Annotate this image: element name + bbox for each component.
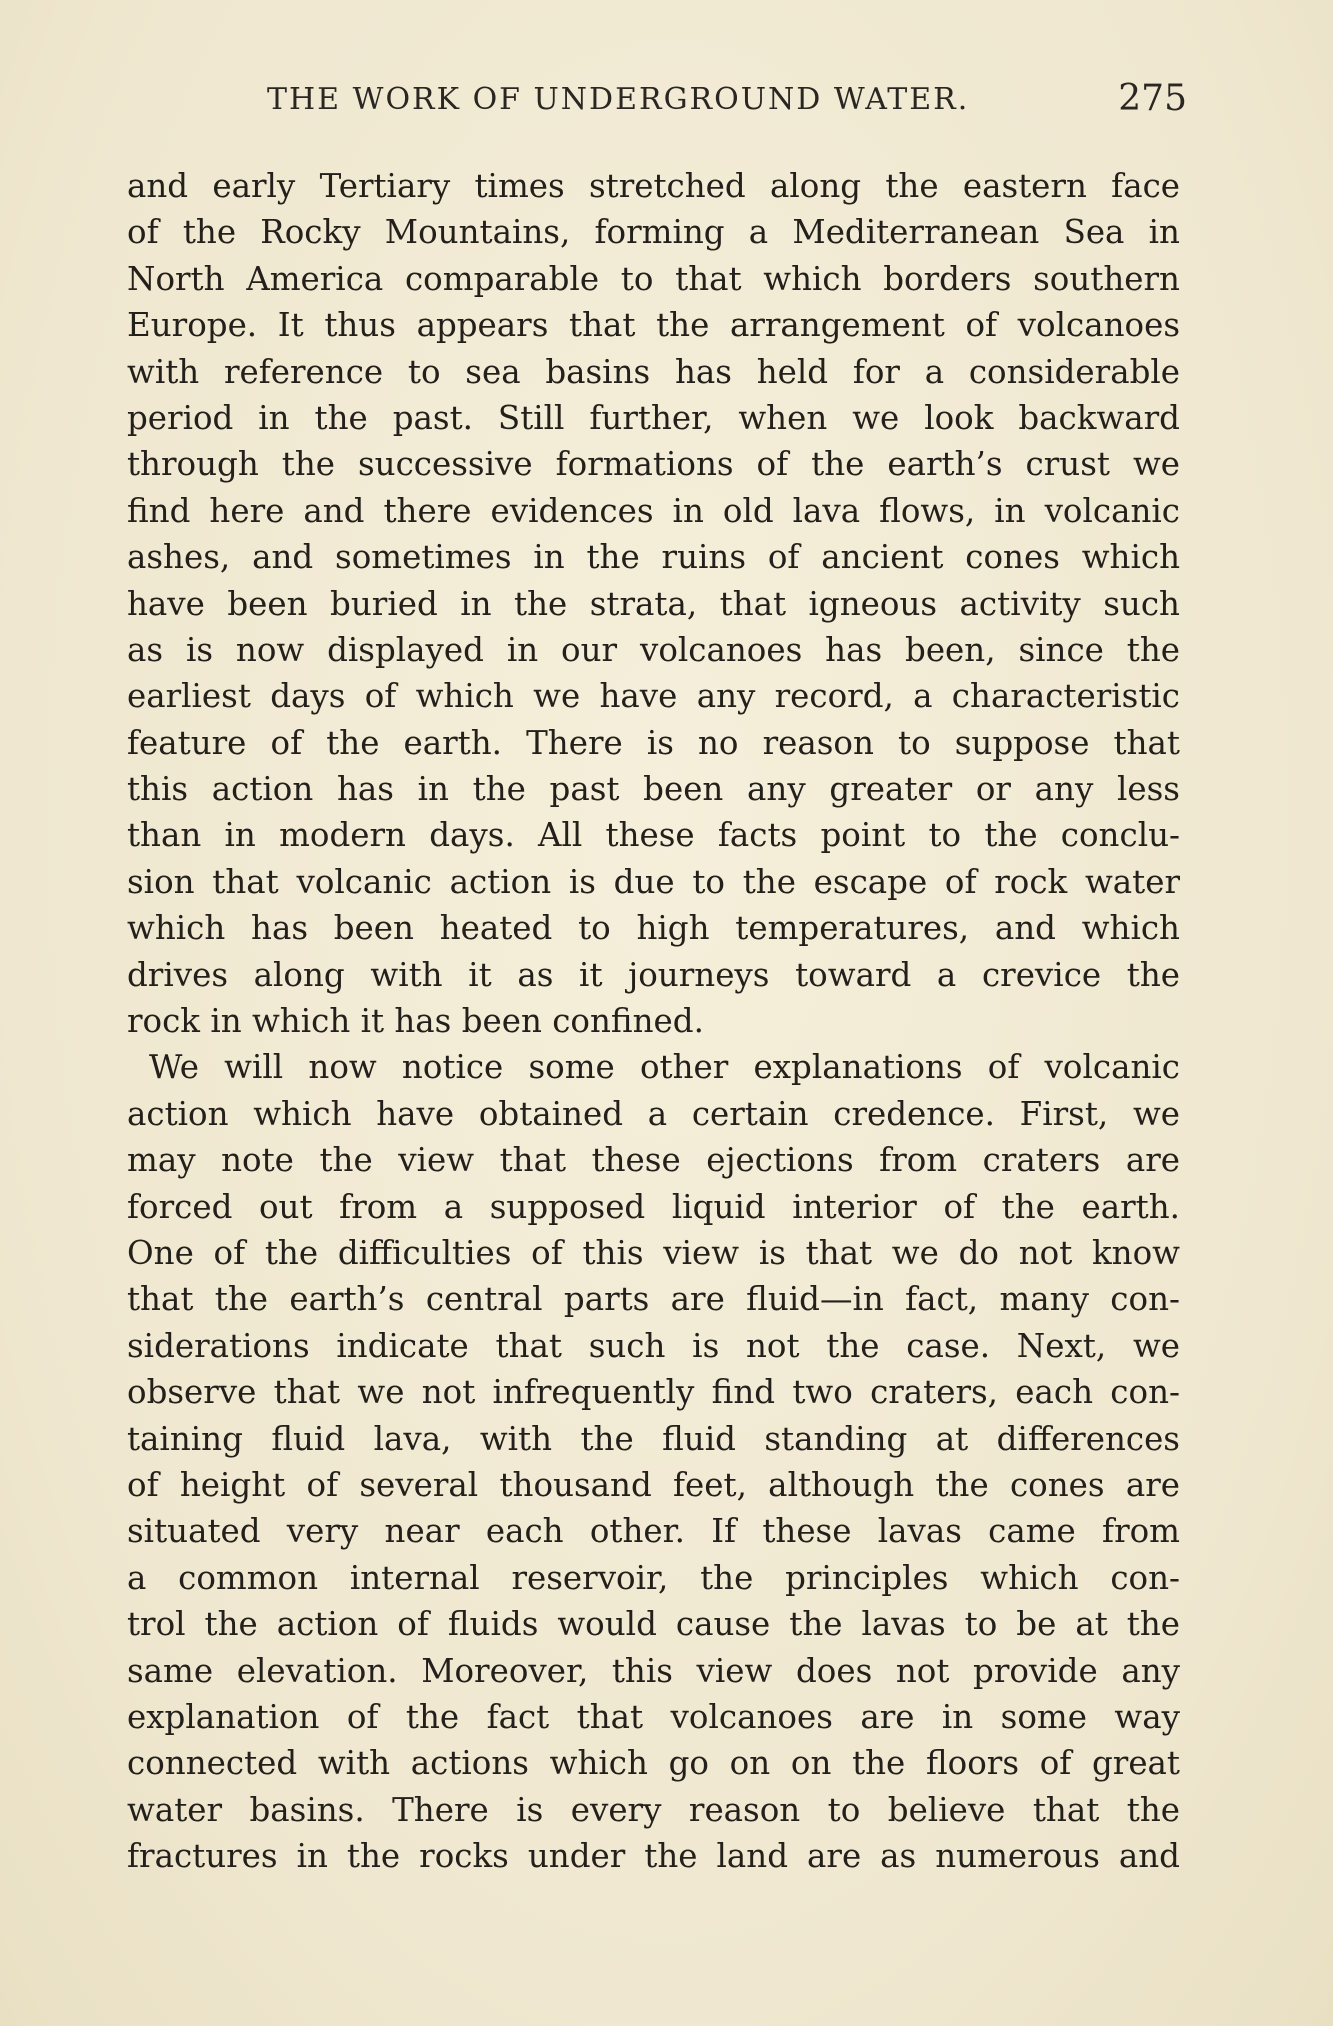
text-line: of the Rocky Mountains, forming a Mediterranean Sea in <box>127 213 1180 252</box>
text-line: this action has in the past been any greater or any less <box>127 770 1180 809</box>
text-line: forced out from a supposed liquid interior of the earth. <box>127 1187 1180 1226</box>
text-line: sion that volcanic action is due to the escape of rock water <box>127 862 1180 901</box>
paragraph-end-line: rock in which it has been confined. <box>127 1002 704 1041</box>
text-line: Europe. It thus appears that the arrangement of volcanoes <box>127 306 1180 345</box>
text-line: connected with actions which go on on the floors of great <box>127 1744 1180 1783</box>
text-line: which has been heated to high temperatures, and which <box>127 909 1180 948</box>
text-line: that the earth’s central parts are fluid—in fact, many con- <box>127 1280 1180 1319</box>
text-line: as is now displayed in our volcanoes has been, since the <box>127 630 1180 669</box>
text-line: explanation of the fact that volcanoes are in some way <box>127 1697 1180 1736</box>
text-line: One of the difficulties of this view is that we do not know <box>127 1233 1180 1272</box>
text-line: same elevation. Moreover, this view does not provide any <box>127 1651 1180 1690</box>
text-line: may note the view that these ejections from craters are <box>127 1141 1180 1180</box>
paragraph-start-line: We will now notice some other explanations of volcanic <box>149 1048 1180 1087</box>
text-line: siderations indicate that such is not the case. Next, we <box>127 1326 1180 1365</box>
text-line: through the successive formations of the earth’s crust we <box>127 445 1180 484</box>
text-line: with reference to sea basins has held for a considerable <box>127 352 1180 391</box>
text-line: and early Tertiary times stretched along the eastern face <box>127 167 1180 205</box>
text-line: North America comparable to that which borders southern <box>127 259 1180 298</box>
text-line: trol the action of fluids would cause the lavas to be at the <box>127 1605 1180 1644</box>
text-line: a common internal reservoir, the principles which con- <box>127 1558 1180 1597</box>
running-title: THE WORK OF UNDERGROUND WATER. <box>267 82 970 117</box>
text-line: drives along with it as it journeys toward a crevice the <box>127 955 1180 994</box>
text-line: earliest days of which we have any record, a characteristic <box>127 677 1180 716</box>
body-text <box>127 163 1180 1879</box>
page-number: 275 <box>1118 78 1187 119</box>
text-line: period in the past. Still further, when we look backward <box>127 398 1180 437</box>
text-line: water basins. There is every reason to believe that the <box>127 1790 1180 1829</box>
text-line: ashes, and sometimes in the ruins of ancient cones which <box>127 538 1180 577</box>
text-line: of height of several thousand feet, although the cones are <box>127 1465 1180 1504</box>
text-line: have been buried in the strata, that igneous activity such <box>127 584 1180 623</box>
text-line: taining fluid lava, with the fluid standing at differences <box>127 1419 1180 1458</box>
text-line: observe that we not infrequently find two craters, each con- <box>127 1373 1180 1412</box>
text-line: fractures in the rocks under the land are as numerous and <box>127 1837 1180 1876</box>
text-line: than in modern days. All these facts point to the conclu- <box>127 816 1180 855</box>
text-line: action which have obtained a certain credence. First, we <box>127 1094 1180 1133</box>
text-line: feature of the earth. There is no reason to suppose that <box>127 723 1180 762</box>
text-line: find here and there evidences in old lava flows, in volcanic <box>127 491 1180 530</box>
text-line: situated very near each other. If these lavas came from <box>127 1512 1180 1551</box>
running-head <box>127 78 1187 128</box>
